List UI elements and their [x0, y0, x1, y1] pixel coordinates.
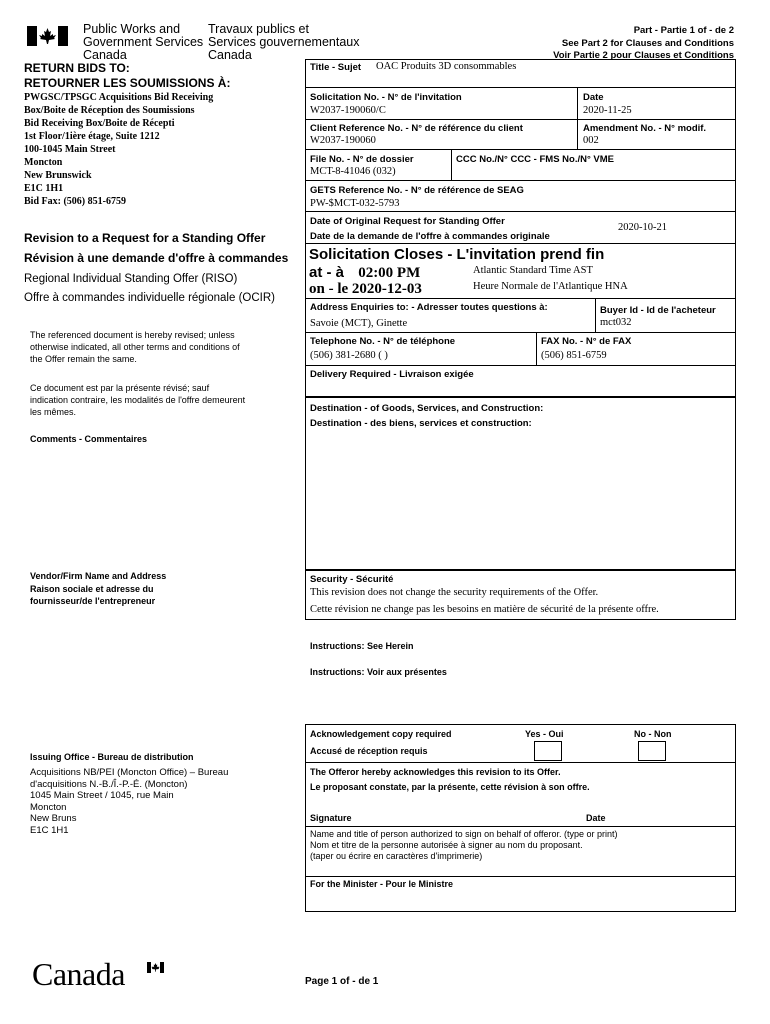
notice-line: otherwise indicated, all other terms and conditions of — [30, 342, 240, 352]
issuing-line: Moncton — [30, 801, 67, 813]
solicitation-value: W2037-190060/C — [310, 105, 386, 116]
fax-value: (506) 851-6759 — [541, 350, 607, 361]
part-line: See Part 2 for Clauses and Conditions — [561, 37, 734, 49]
closes-on-line — [309, 280, 422, 298]
department-fr-line: Travaux publics et — [208, 22, 309, 36]
return-bids-heading — [24, 61, 230, 91]
minister-label: For the Minister - Pour le Ministre — [310, 879, 454, 889]
amendment-value: 002 — [583, 135, 599, 146]
signer-note-line: (taper ou écrire en caractères d'imprimerie) — [310, 851, 483, 861]
original-date-label-fr: Date de la demande de l'offre à commandes originale — [310, 231, 550, 242]
issuing-office-address — [30, 767, 228, 836]
instructions-fr: Instructions: Voir aux présentes — [310, 667, 447, 677]
department-en-line: Canada — [83, 48, 127, 62]
wordmark-text: Canada — [32, 956, 125, 992]
signature-date-label[interactable]: Date — [586, 813, 606, 823]
address-line: New Brunswick — [24, 170, 92, 181]
address-line: Bid Fax: (506) 851-6759 — [24, 196, 126, 207]
original-date-label-en: Date of Original Request for Standing Offer — [310, 216, 505, 227]
vendor-line: Raison sociale et adresse du — [30, 583, 154, 594]
closes-time: 02:00 PM — [358, 265, 421, 281]
part-line: Voir Partie 2 pour Clauses et Conditions — [553, 50, 734, 61]
gets-value: PW-$MCT-032-5793 — [310, 198, 400, 209]
vendor-label — [30, 570, 166, 608]
closes-date: on - le 2020-12-03 — [309, 281, 422, 297]
department-name-french — [208, 23, 359, 62]
delivery-label: Delivery Required - Livraison exigée — [310, 369, 474, 380]
department-name-english — [83, 23, 203, 62]
department-en-line: Government Services — [83, 35, 204, 49]
ack-required-label-fr: Accusé de réception requis — [310, 746, 428, 756]
date-label: Date — [583, 92, 604, 103]
date-value: 2020-11-25 — [583, 105, 632, 116]
ack-yes-checkbox[interactable] — [534, 741, 562, 761]
authorized-signer-note — [310, 829, 618, 862]
department-en-line: Public Works and — [83, 22, 181, 36]
issuing-office-label: Issuing Office - Bureau de distribution — [30, 752, 194, 762]
ack-required-label: Acknowledgement copy required — [310, 729, 452, 739]
revision-notice-fr — [30, 382, 245, 418]
issuing-line: Acquisitions NB/PEI (Moncton Office) – Bureau — [30, 767, 229, 778]
signature-label[interactable]: Signature — [310, 813, 352, 823]
return-bids-address — [24, 91, 213, 208]
wordmark-flag-icon — [147, 962, 164, 973]
original-date-value: 2020-10-21 — [618, 222, 667, 233]
destination-label-en: Destination - of Goods, Services, and Construction: — [310, 403, 544, 414]
timezone-fr: Heure Normale de l'Atlantique HNA — [473, 281, 628, 292]
offeror-ack-fr: Le proposant constate, par la présente, cette révision à son offre. — [310, 782, 590, 792]
ack-no-checkbox[interactable] — [638, 741, 666, 761]
revision-notice-en — [30, 329, 240, 365]
client-ref-label: Client Reference No. - N° de référence du client — [310, 123, 523, 134]
notice-line: Ce document est par la présente révisé; sauf — [30, 383, 210, 393]
page-number: Page 1 of - de 1 — [305, 976, 379, 987]
ccc-label: CCC No./N° CCC - FMS No./N° VME — [456, 154, 615, 165]
buyer-id-label: Buyer Id - Id de l'acheteur — [600, 305, 716, 316]
offeror-ack-en: The Offeror hereby acknowledges this revision to its Offer. — [310, 767, 561, 777]
address-line: PWGSC/TPSGC Acquisitions Bid Receiving — [24, 92, 214, 103]
security-text-en: This revision does not change the security requirements of the Offer. — [310, 587, 599, 598]
issuing-line: E1C 1H1 — [30, 824, 69, 836]
security-label: Security - Sécurité — [310, 574, 394, 585]
issuing-line: d'acquisitions N.-B./Î.-P.-É. (Moncton) — [30, 778, 188, 790]
revision-title-fr: Révision à une demande d'offre à commandes — [24, 251, 289, 265]
address-line: Bid Receiving Box/Boite de Récepti — [24, 118, 175, 129]
vendor-line: Vendor/Firm Name and Address — [30, 571, 167, 581]
buyer-id-value: mct032 — [600, 317, 632, 328]
title-value: OAC Produits 3D consommables — [376, 61, 517, 72]
comments-label: Comments - Commentaires — [30, 434, 148, 444]
address-line: 100-1045 Main Street — [24, 144, 116, 155]
riso-fr: Offre à commandes individuelle régionale (OCIR) — [24, 292, 275, 304]
part-indicator — [553, 25, 734, 63]
notice-line: the Offer remain the same. — [30, 354, 137, 364]
amendment-label: Amendment No. - N° modif. — [583, 123, 707, 134]
address-line: 1st Floor/1ière étage, Suite 1212 — [24, 131, 160, 142]
issuing-line: 1045 Main Street / 1045, rue Main — [30, 790, 174, 801]
file-no-value: MCT-8-41046 (032) — [310, 166, 396, 177]
address-enquiries-label: Address Enquiries to: - Adresser toutes questions à: — [310, 302, 548, 313]
revision-title-en: Revision to a Request for a Standing Offer — [24, 231, 266, 245]
return-bids-fr: RETOURNER LES SOUMISSIONS À: — [24, 76, 231, 90]
title-label: Title - Sujet — [310, 62, 362, 73]
part-line: Part - Partie 1 of - de 2 — [633, 25, 734, 36]
address-line: Moncton — [24, 157, 63, 168]
return-bids-en: RETURN BIDS TO: — [24, 61, 130, 75]
destination-label-fr: Destination - des biens, services et construction: — [310, 418, 532, 429]
address-enquiries-value: Savoie (MCT), Ginette — [310, 318, 408, 329]
notice-line: The referenced document is hereby revised; unless — [30, 330, 235, 340]
closes-at-label: at - à — [309, 264, 345, 281]
instructions-en: Instructions: See Herein — [310, 641, 414, 651]
canada-flag-icon — [27, 26, 68, 46]
signer-note-line: Nom et titre de la personne autorisée à signer au nom du proposant. — [310, 840, 583, 850]
file-no-label: File No. - N° de dossier — [310, 154, 414, 165]
telephone-value: (506) 381-2680 ( ) — [310, 350, 388, 361]
telephone-label: Telephone No. - N° de téléphone — [310, 336, 456, 347]
canada-wordmark — [32, 957, 125, 991]
vendor-line: fournisseur/de l'entrepreneur — [30, 596, 156, 606]
client-ref-value: W2037-190060 — [310, 135, 376, 146]
no-label: No - Non — [634, 729, 672, 739]
yes-label: Yes - Oui — [525, 729, 564, 739]
department-fr-line: Services gouvernementaux — [208, 35, 360, 49]
riso-en: Regional Individual Standing Offer (RISO) — [24, 273, 238, 285]
notice-line: les mêmes. — [30, 407, 77, 417]
timezone-en: Atlantic Standard Time AST — [473, 265, 593, 276]
solicitation-label: Solicitation No. - N° de l'invitation — [310, 92, 462, 103]
solicitation-closes-title: Solicitation Closes - L'invitation prend fin — [309, 246, 605, 263]
address-line: Box/Boite de Réception des Soumissions — [24, 105, 195, 116]
address-line: E1C 1H1 — [24, 183, 64, 194]
signer-note-line: Name and title of person authorized to sign on behalf of offeror. (type or print) — [310, 829, 618, 839]
notice-line: indication contraire, les modalités de l'offre demeurent — [30, 395, 246, 405]
department-fr-line: Canada — [208, 48, 252, 62]
issuing-line: New Bruns — [30, 813, 77, 824]
fax-label: FAX No. - N° de FAX — [541, 336, 632, 347]
security-text-fr: Cette révision ne change pas les besoins en matière de sécurité de la présente offre. — [310, 604, 659, 615]
gets-label: GETS Reference No. - N° de référence de SEAG — [310, 185, 524, 196]
